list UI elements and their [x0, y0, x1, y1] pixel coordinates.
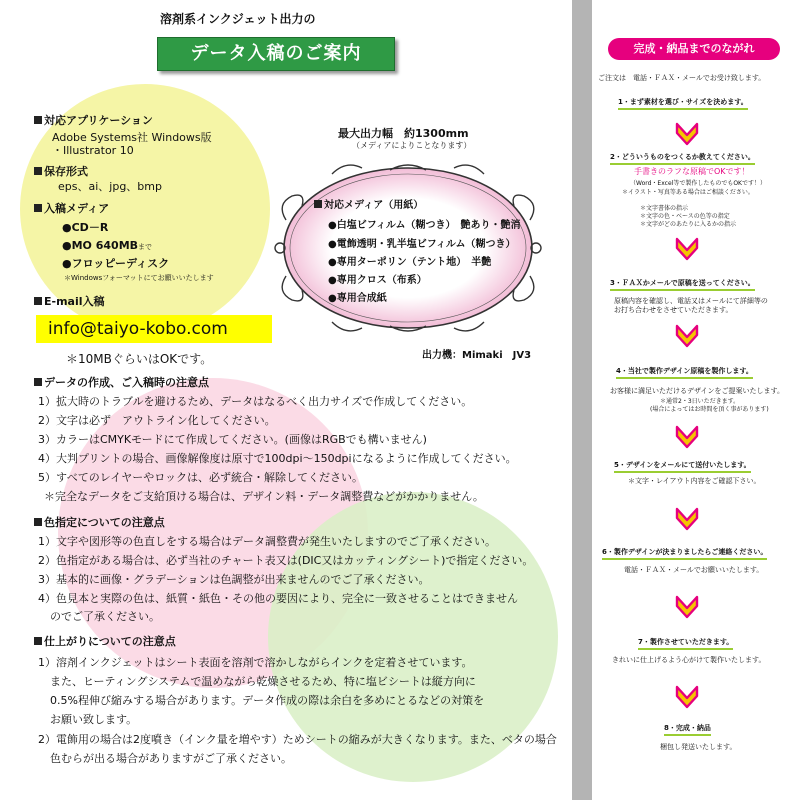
flow-step3-sub: お打ち合わせをさせていただきます。: [614, 306, 733, 314]
output-media-item: ●専用合成紙: [328, 293, 387, 304]
notes-color-item: のでご了承ください。: [50, 610, 160, 623]
down-arrow-icon: [674, 121, 700, 147]
flow-step3-sub: 原稿内容を確認し、電話又はメールにて詳細等の: [614, 297, 768, 305]
notes-data-heading: データの作成、ご入稿時の注意点: [34, 376, 209, 390]
flow-step6: 6・製作デザインが決まりましたらご連絡ください。: [602, 548, 767, 560]
notes-data-item: 1）拡大時のトラブルを避けるため、データはなるべく出力サイズで作成してください。: [38, 395, 473, 408]
media-item-cdr: ●CD－R: [62, 221, 109, 234]
output-media-item: ●専用クロス（布系）: [328, 275, 427, 286]
media-note: ＊Windowsフォーマットにてお願いいたします: [64, 274, 214, 282]
flow-step7-sub: きれいに仕上げるよう心がけて製作いたします。: [612, 656, 766, 664]
notes-finish-item: 1）溶剤インクジェットはシート表面を溶剤で溶かしながらインクを定着させています。: [38, 656, 473, 669]
square-bullet-icon: [34, 167, 42, 175]
flow-step2-list: ＊文字がどのあたりに入るかの指示: [640, 221, 737, 228]
down-arrow-icon: [674, 684, 700, 710]
flow-step1: 1・まず素材を選び・サイズを決めます。: [618, 98, 748, 110]
notes-color-item: 2）色指定がある場合は、必ず当社のチャート表又は(DIC又はカッティングシート)で指定ください。: [38, 554, 534, 567]
square-bullet-icon: [34, 518, 42, 526]
flow-step4: 4・当社で製作デザイン原稿を製作します。: [616, 367, 753, 379]
email-heading: E-mail入稿: [34, 295, 105, 309]
max-width: 最大出力幅 約1300mm: [338, 127, 469, 140]
notes-color-item: 1）文字や図形等の色直しをする場合はデータ調整費が発生いたしますのでご了承ください。: [38, 535, 496, 548]
flow-step8-sub: 梱包し発送いたします。: [660, 743, 737, 751]
down-arrow-icon: [674, 594, 700, 620]
flow-step2-sub2: ＊イラスト・写真等ある場合はご相談ください。: [622, 189, 754, 196]
output-media-item: ●白塩ビフィルム（糊つき） 艶あり・艶消: [328, 220, 521, 231]
apps-heading: 対応アプリケーション: [34, 114, 153, 128]
notes-data-item: 5）すべてのレイヤーやロックは、必ず統合・解除してください。: [38, 471, 364, 484]
flow-intro: ご注文は 電話・ＦＡＸ・メールでお受け致します。: [598, 74, 766, 82]
square-bullet-icon: [34, 204, 42, 212]
notes-finish-item: また、ヒーティングシステムで温めながら乾燥させるため、特に塩ビシートは縦方向に: [50, 675, 476, 688]
notes-data-item: 3）カラーはCMYKモードにて作成してください。(画像はRGBでも構いません): [38, 433, 427, 446]
flow-step4-sub: お客様に満足いただけるデザインをご提案いたします。: [610, 387, 784, 395]
square-bullet-icon: [34, 378, 42, 386]
flow-step5-sub: ＊文字・レイアウト内容をご確認下さい。: [628, 477, 761, 485]
apps-line2: ・Illustrator 10: [52, 144, 134, 157]
apps-line1: Adobe Systems社 Windows版: [52, 131, 212, 144]
square-bullet-icon: [34, 297, 42, 305]
flow-step4-small: ＊通常2・3日いただきます。: [660, 398, 740, 405]
notes-data-item: 4）大判プリントの場合、画像解像度は原寸で100dpi～150dpiになるように作成してください。: [38, 452, 517, 465]
flow-step5: 5・デザインをメールにて送付いたします。: [614, 461, 751, 473]
email-note: ＊10MBぐらいはOKです。: [66, 352, 213, 366]
flow-step2-em: 手書きのラフな原稿でOKです！: [634, 167, 750, 176]
divider-bar: [572, 0, 592, 800]
flow-step7: 7・製作させていただきます。: [638, 638, 733, 650]
notes-finish-item: 2）電飾用の場合は2度噴き（インク量を増やす）ためシートの縮みが大きくなります。また、ベタの場合: [38, 733, 557, 746]
flow-step2-sub: （Word・Excel等で製作したものでもOKです！）: [630, 180, 766, 187]
square-bullet-icon: [314, 200, 322, 208]
flow-step2-list: ＊文字の色・ベースの色等の指定: [640, 213, 730, 220]
flow-step8: 8・完成・納品: [664, 724, 711, 736]
output-media-heading: 対応メディア（用紙）: [314, 199, 423, 213]
media-item-mo: ●MO 640MBまで: [62, 239, 153, 252]
flow-step3: 3・ＦＡＸかメールで原稿を送ってください。: [610, 279, 755, 291]
media-item-floppy: ●フロッピーディスク: [62, 257, 170, 270]
down-arrow-icon: [674, 236, 700, 262]
down-arrow-icon: [674, 323, 700, 349]
flow-step2: 2・どういうものをつくるか教えてください。: [610, 153, 755, 165]
square-bullet-icon: [34, 637, 42, 645]
flow-step6-sub: 電話・ＦＡＸ・メールでお願いいたします。: [624, 566, 764, 574]
output-media-item: ●専用ターポリン（テント地） 半艶: [328, 257, 492, 268]
notes-data-item: 2）文字は必ず アウトライン化してください。: [38, 414, 276, 427]
down-arrow-icon: [674, 506, 700, 532]
page-subtitle: 溶剤系インクジェット出力の: [160, 12, 316, 26]
down-arrow-icon: [674, 424, 700, 450]
flow-title: 完成・納品までのながれ: [608, 38, 780, 60]
output-machine: 出力機：Mimaki JV3: [422, 350, 532, 361]
media-heading: 入稿メディア: [34, 202, 109, 216]
page-title: データ入稿のご案内: [157, 37, 395, 71]
max-width-note: （メディアによりことなります）: [352, 141, 472, 150]
email-address[interactable]: info@taiyo-kobo.com: [36, 315, 272, 343]
square-bullet-icon: [34, 116, 42, 124]
flow-step4-small: (場合によってはお時間を頂く事があります): [650, 406, 769, 413]
format-heading: 保存形式: [34, 165, 88, 179]
notes-finish-heading: 仕上がりについての注意点: [34, 635, 176, 649]
notes-finish-item: 色むらが出る場合がありますがご了承ください。: [50, 752, 292, 765]
notes-color-heading: 色指定についての注意点: [34, 516, 165, 530]
notes-finish-item: 0.5%程伸び縮みする場合があります。データ作成の際は余白を多めにとるなどの対策を: [50, 694, 485, 707]
format-value: eps、ai、jpg、bmp: [58, 180, 162, 193]
notes-data-item: ＊完全なデータをご支給頂ける場合は、デザイン料・データ調整費などがかかりません。: [44, 490, 484, 503]
notes-color-item: 3）基本的に画像・グラデーションは色調整が出来ませんのでご了承ください。: [38, 573, 430, 586]
flow-step2-list: ＊文字書体の指示: [640, 205, 689, 212]
notes-finish-item: お願い致します。: [50, 713, 138, 726]
notes-color-item: 4）色見本と実際の色は、紙質・紙色・その他の要因により、完全に一致させることはできません: [38, 592, 518, 605]
output-media-item: ●電飾透明・乳半塩ビフィルム（糊つき）: [328, 239, 516, 250]
